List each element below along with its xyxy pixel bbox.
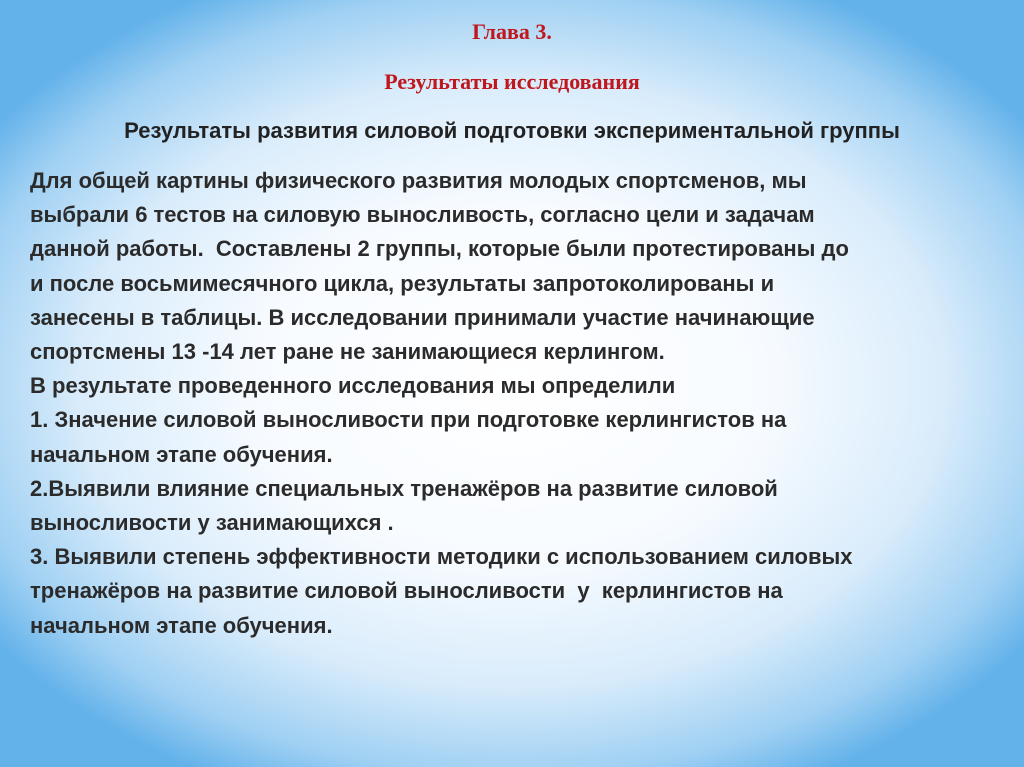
body-line: начальном этапе обучения. <box>30 441 333 467</box>
body-line: 2.Выявили влияние специальных тренажёров на развитие силовой <box>30 475 778 501</box>
body-line: 3. Выявили степень эффективности методики с использованием силовых <box>30 544 853 570</box>
body-line: тренажёров на развитие силовой выносливости у керлингистов на <box>30 578 783 604</box>
body-line: В результате проведенного исследования мы определили <box>30 373 676 399</box>
body-line: 1. Значение силовой выносливости при подготовке керлингистов на <box>30 407 787 433</box>
body-line: выносливости у занимающихся . <box>30 510 394 536</box>
body-line: и после восьмимесячного цикла, результаты запротоколированы и <box>30 270 775 296</box>
slide-subtitle: Результаты развития силовой подготовки экспериментальной группы <box>124 118 900 143</box>
body-line: занесены в таблицы. В исследовании принимали участие начинающие <box>30 304 815 330</box>
body-line: начальном этапе обучения. <box>30 612 333 638</box>
body-text <box>30 164 1005 643</box>
results-heading: Результаты исследования <box>384 69 640 94</box>
body-line: спортсмены 13 -14 лет ране не занимающиеся керлингом. <box>30 339 665 365</box>
body-line: Для общей картины физического развития молодых спортсменов, мы <box>30 168 807 193</box>
body-line: выбрали 6 тестов на силовую выносливость, согласно цели и задачам <box>30 202 815 228</box>
chapter-heading: Глава 3. <box>472 19 552 44</box>
body-line: данной работы. Составлены 2 группы, которые были протестированы до <box>30 236 849 262</box>
